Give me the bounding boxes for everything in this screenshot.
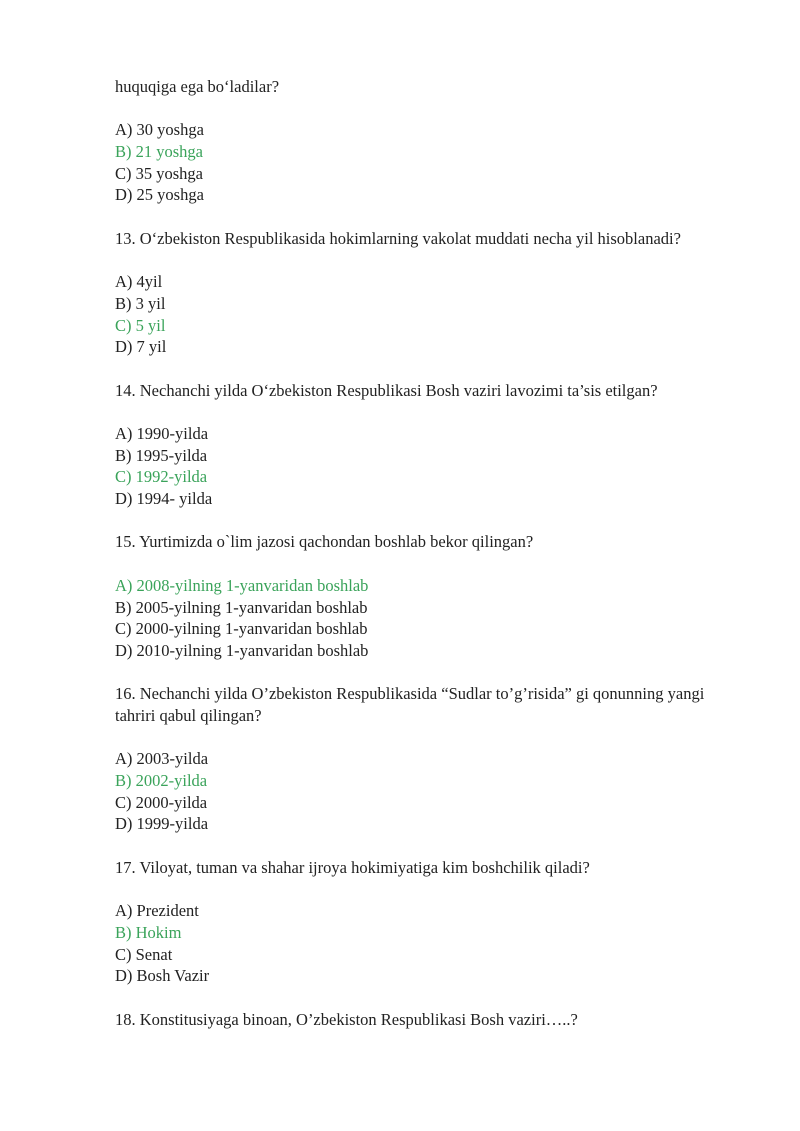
- option-d: D) 1994- yilda: [115, 489, 213, 509]
- spacer: [115, 727, 743, 749]
- document-page: [115, 76, 743, 1030]
- spacer: [115, 835, 743, 857]
- option-c: C) 2000-yilning 1-yanvaridan boshlab: [115, 619, 368, 639]
- option-d: D) Bosh Vazir: [115, 966, 210, 986]
- spacer: [115, 250, 743, 272]
- option-d: D) 2010-yilning 1-yanvaridan boshlab: [115, 640, 369, 660]
- option-c: C) Senat: [115, 944, 173, 964]
- spacer: [115, 987, 743, 1009]
- option-b-correct: B) 2002-yilda: [115, 771, 208, 791]
- question-17-text: 17. Viloyat, tuman va shahar ijroya hokimiyatiga kim boshchilik qiladi?: [115, 857, 590, 877]
- option-b-correct: B) 21 yoshga: [115, 142, 203, 162]
- option-c-correct: C) 5 yil: [115, 315, 166, 335]
- question-17-options: [115, 900, 743, 987]
- spacer: [115, 553, 743, 575]
- option-b: B) 1995-yilda: [115, 445, 208, 465]
- option-b: B) 3 yil: [115, 293, 166, 313]
- question-16-options: [115, 748, 743, 835]
- question-16-text: 16. Nechanchi yilda O’zbekiston Respublikasida “Sudlar to’g’risida” gi qonunning yangi tahriri qabul qilingan?: [115, 684, 705, 725]
- option-d: D) 1999-yilda: [115, 814, 209, 834]
- spacer: [115, 358, 743, 380]
- option-a: A) 4yil: [115, 272, 163, 292]
- spacer: [115, 879, 743, 901]
- question-14-text: 14. Nechanchi yilda O‘zbekiston Respublikasi Bosh vaziri lavozimi ta’sis etilgan?: [115, 380, 658, 400]
- question-13-text: 13. O‘zbekiston Respublikasida hokimlarning vakolat muddati necha yil hisoblanadi?: [115, 228, 681, 248]
- option-b: B) 2005-yilning 1-yanvaridan boshlab: [115, 597, 368, 617]
- spacer: [115, 401, 743, 423]
- option-b-correct: B) Hokim: [115, 922, 182, 942]
- option-c: C) 2000-yilda: [115, 792, 208, 812]
- option-a-correct: A) 2008-yilning 1-yanvaridan boshlab: [115, 575, 369, 595]
- question-12-tail: huquqiga ega bo‘ladilar?: [115, 77, 280, 96]
- question-12-options: [115, 119, 743, 206]
- spacer: [115, 662, 743, 684]
- option-c: C) 35 yoshga: [115, 163, 203, 183]
- option-a: A) 2003-yilda: [115, 749, 209, 769]
- question-13-options: [115, 271, 743, 358]
- option-a: A) 30 yoshga: [115, 120, 204, 140]
- option-d: D) 25 yoshga: [115, 185, 204, 205]
- option-d: D) 7 yil: [115, 337, 167, 357]
- question-15-options: [115, 575, 743, 662]
- spacer: [115, 206, 743, 228]
- question-15-text: 15. Yurtimizda o`lim jazosi qachondan boshlab bekor qilingan?: [115, 532, 534, 552]
- option-a: A) 1990-yilda: [115, 424, 209, 444]
- question-14-options: [115, 423, 743, 510]
- spacer: [115, 510, 743, 532]
- option-a: A) Prezident: [115, 901, 199, 921]
- spacer: [115, 98, 743, 120]
- option-c-correct: C) 1992-yilda: [115, 467, 208, 487]
- question-18-text: 18. Konstitusiyaga binoan, O’zbekiston Respublikasi Bosh vaziri…..?: [115, 1009, 578, 1029]
